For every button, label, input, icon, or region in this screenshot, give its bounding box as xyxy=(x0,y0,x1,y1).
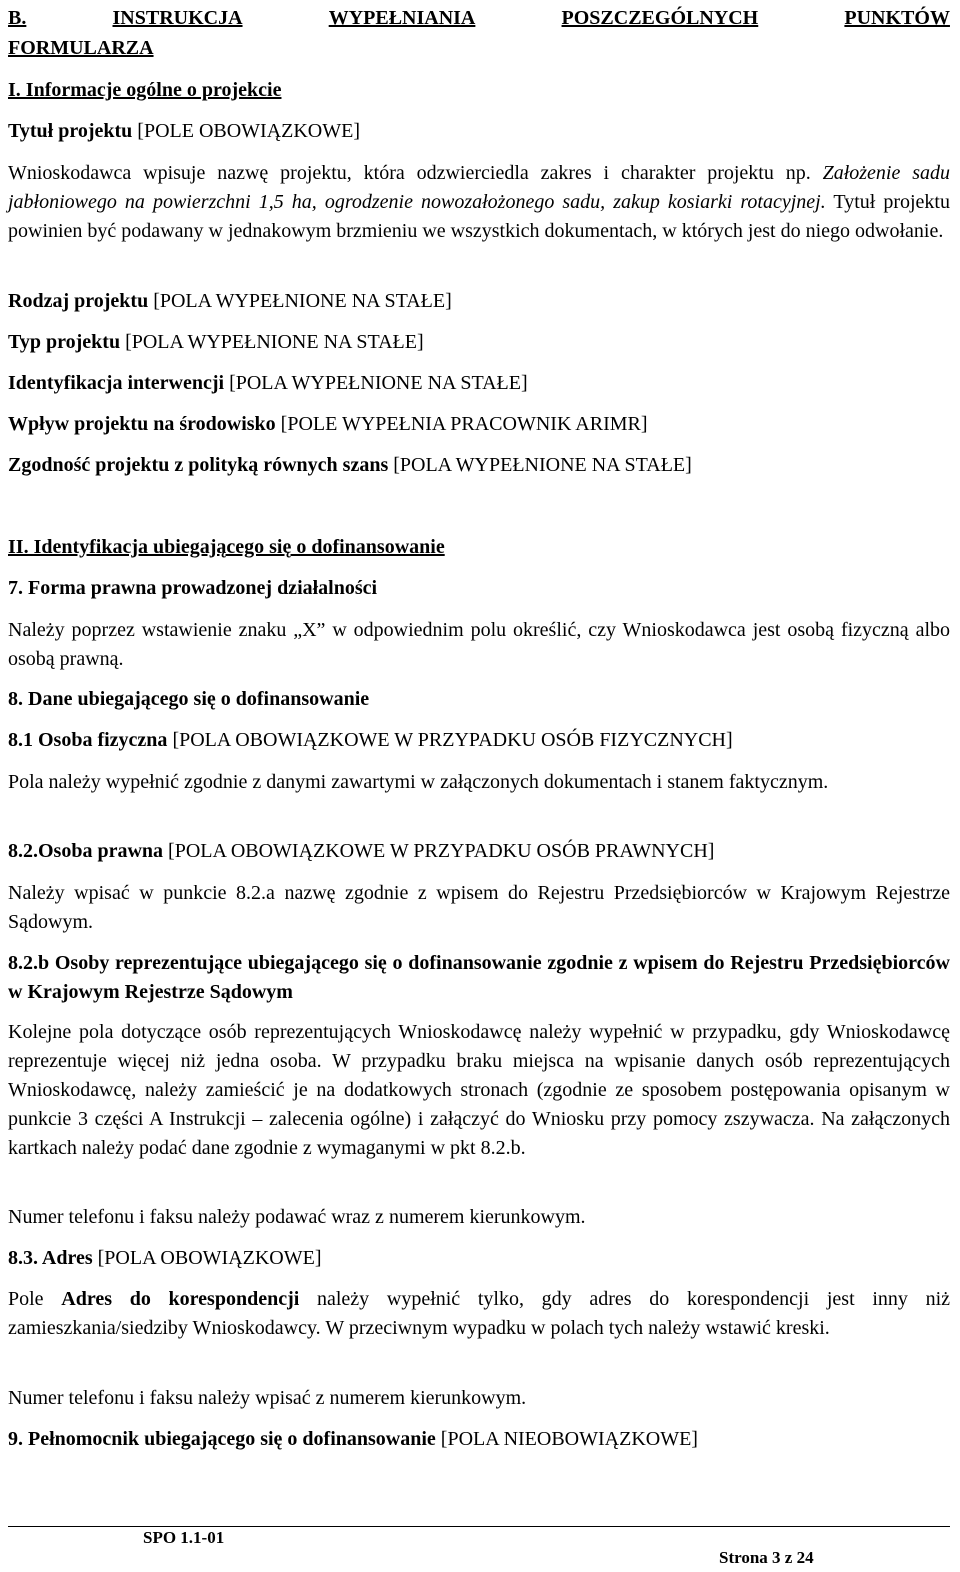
field-tag: [POLA WYPEŁNIONE NA STAŁE] xyxy=(388,454,692,476)
field-label: 8.3. Adres xyxy=(8,1247,93,1269)
field-tag: [POLA OBOWIĄZKOWE W PRZYPADKU OSÓB PRAWNYCH] xyxy=(163,840,715,862)
point82b-text: Kolejne pola dotyczące osób reprezentujących Wnioskodawcę należy wypełnić w przypadku, gdy Wnioskodawcę reprezentuje więcej niż jedna osoba. W przypadku braku miejsca na wpisanie danych osób reprezentujących Wnioskodawcę, należy zamieścić je na dodatkowych stronach (zgodnie ze sposobem postępowania opisanym w punkcie 3 części A Instrukcji – zalecenia ogólne) i załączyć do Wniosku przy pomocy zszywacza. Na załączonych kartkach należy podać dane zgodnie z wymaganymi w pkt 8.2.b. xyxy=(8,1021,950,1159)
text-emphasis: Adres do korespondencji xyxy=(61,1288,300,1310)
field-tag: [POLE WYPEŁNIA PRACOWNIK ARIMR] xyxy=(275,413,648,435)
point7-title: 7. Forma prawna prowadzonej działalności xyxy=(8,577,378,599)
text: Pole xyxy=(8,1288,62,1310)
instruction-heading-line2: FORMULARZA xyxy=(8,37,154,59)
point83-row xyxy=(8,1244,322,1273)
point83-phone: Numer telefonu i faksu należy wpisać z numerem kierunkowym. xyxy=(8,1387,527,1409)
field-row xyxy=(8,451,692,480)
point82b-phone: Numer telefonu i faksu należy podawać wraz z numerem kierunkowym. xyxy=(8,1206,586,1228)
section2-title: II. Identyfikacja ubiegającego się o dofinansowanie xyxy=(8,536,445,558)
point8-title: 8. Dane ubiegającego się o dofinansowanie xyxy=(8,688,370,710)
project-title-field xyxy=(8,117,360,146)
point83-text xyxy=(8,1285,950,1343)
point82b-title: 8.2.b Osoby reprezentujące ubiegającego się o dofinansowanie zgodnie z wpisem do Rejestru Przedsiębiorców w Krajowym Rejestrze Sądowym xyxy=(8,952,950,1003)
instruction-heading xyxy=(8,4,950,33)
field-label: Rodzaj projektu xyxy=(8,290,149,312)
heading-word: WYPEŁNIANIA xyxy=(328,7,476,29)
field-label: Typ projektu xyxy=(8,331,121,353)
footer-page-number: Strona 3 z 24 xyxy=(719,1548,814,1567)
field-tag: [POLA WYPEŁNIONE NA STAŁE] xyxy=(120,331,424,353)
field-tag: [POLA WYPEŁNIONE NA STAŁE] xyxy=(148,290,452,312)
desc-text: Tytuł projektu powinien być podawany w jednakowym brzmieniu we wszystkich dokumentach, w których jest do niego odwołanie. xyxy=(8,191,950,242)
field-label: 8.2.Osoba prawna xyxy=(8,840,164,862)
field-tag: [POLA WYPEŁNIONE NA STAŁE] xyxy=(224,372,528,394)
point81-text: Pola należy wypełnić zgodnie z danymi zawartymi w załączonych dokumentach i stanem faktycznym. xyxy=(8,771,829,793)
section1-title: I. Informacje ogólne o projekcie xyxy=(8,79,282,101)
field-label: 9. Pełnomocnik ubiegającego się o dofinansowanie xyxy=(8,1428,436,1450)
field-row xyxy=(8,410,648,439)
field-row xyxy=(8,328,424,357)
heading-word: INSTRUKCJA xyxy=(112,7,243,29)
field-tag: [POLE OBOWIĄZKOWE] xyxy=(132,120,361,142)
field-tag: [POLA OBOWIĄZKOWE W PRZYPADKU OSÓB FIZYCZNYCH] xyxy=(167,729,733,751)
field-tag: [POLA OBOWIĄZKOWE] xyxy=(92,1247,322,1269)
point7-text: Należy poprzez wstawienie znaku „X” w odpowiednim polu określić, czy Wnioskodawca jest osobą fizyczną albo osobą prawną. xyxy=(8,619,950,670)
desc-text: Wnioskodawca wpisuje nazwę projektu, która odzwierciedla zakres i charakter projektu np. xyxy=(8,162,823,184)
field-label: Tytuł projektu xyxy=(8,120,133,142)
field-label: 8.1 Osoba fizyczna xyxy=(8,729,168,751)
heading-word: POSZCZEGÓLNYCH xyxy=(561,7,759,29)
heading-word: B. xyxy=(8,7,27,29)
desc-example: Założenie sadu jabłoniowego na powierzchni 1,5 ha, ogrodzenie nowozałożonego sadu, zakup kosiarki rotacyjnej. xyxy=(8,162,950,213)
field-row xyxy=(8,287,452,316)
field-label: Zgodność projektu z polityką równych szans xyxy=(8,454,389,476)
text: należy wypełnić tylko, gdy adres do korespondencji jest inny niż zamieszkania/siedziby Wnioskodawcy. W przeciwnym wypadku w polach tych należy wstawić kreski. xyxy=(8,1288,951,1339)
project-title-description xyxy=(8,159,950,246)
point9-row xyxy=(8,1425,698,1454)
field-tag: [POLA NIEOBOWIĄZKOWE] xyxy=(435,1428,698,1450)
heading-word: PUNKTÓW xyxy=(844,7,950,29)
field-row xyxy=(8,369,528,398)
point82-text: Należy wpisać w punkcie 8.2.a nazwę zgodnie z wpisem do Rejestru Przedsiębiorców w Krajowym Rejestrze Sądowym. xyxy=(8,882,950,933)
footer-document-code: SPO 1.1-01 xyxy=(143,1528,225,1547)
point82-row xyxy=(8,837,714,866)
field-label: Wpływ projektu na środowisko xyxy=(8,413,276,435)
point81-row xyxy=(8,726,733,755)
field-label: Identyfikacja interwencji xyxy=(8,372,225,394)
